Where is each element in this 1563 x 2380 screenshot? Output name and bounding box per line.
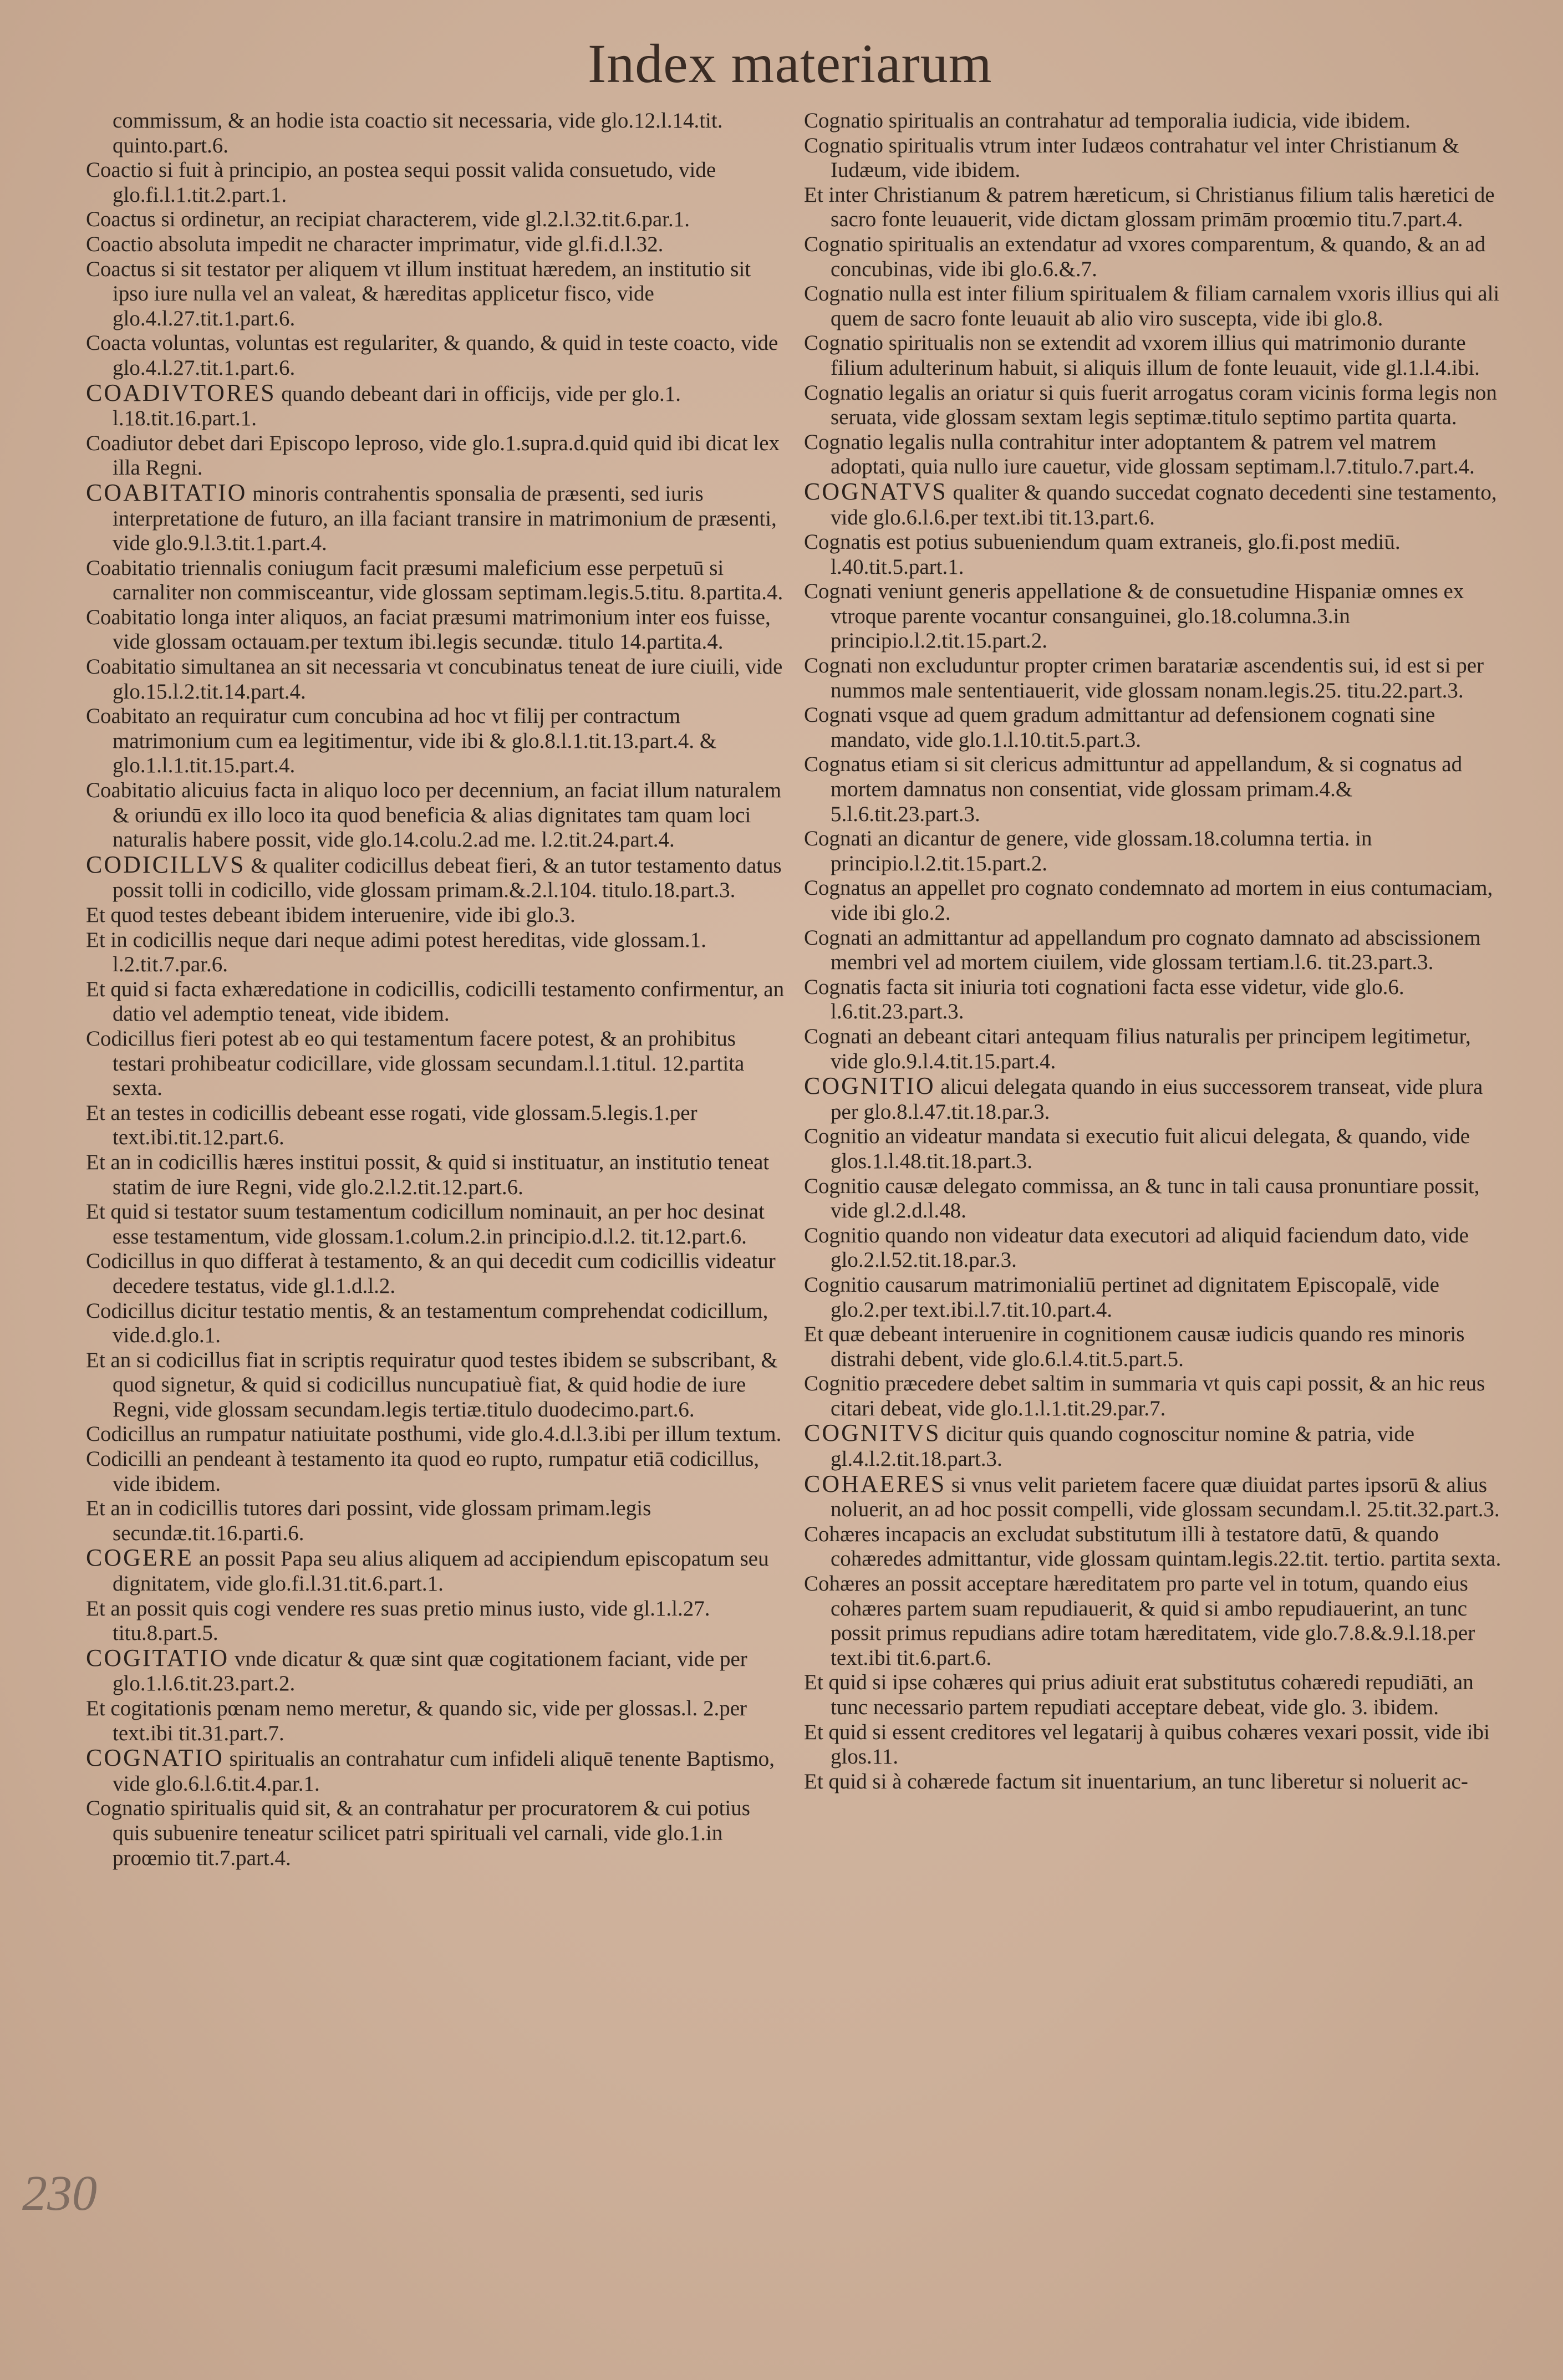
entry-text: Et quid si ipse cohæres qui prius adiuit erat substitutus cohæredi repudiāti, an tunc necessario partem repudiati acceptare debeat, vide glo. 3. ibidem. <box>804 1670 1474 1719</box>
index-entry <box>804 1322 1505 1372</box>
entry-text: Cognatis facta sit iniuria toti cognationi facta esse videtur, vide glo.6. l.6.tit.23.part.3. <box>804 975 1404 1024</box>
index-entry <box>804 1273 1505 1322</box>
index-entry <box>86 1101 785 1150</box>
index-entry <box>804 331 1505 380</box>
entry-headword: CODICILLVS <box>86 850 246 878</box>
entry-text: Cognitio causarum matrimonialiū pertinet ad dignitatem Episcopalē, vide glo.2.per text.ibi.l.7.tit.10.part.4. <box>804 1272 1439 1322</box>
index-entry <box>804 1720 1505 1770</box>
index-entry <box>804 1074 1505 1124</box>
index-entry <box>804 876 1505 925</box>
entry-text: Coactio absoluta impedit ne character imprimatur, vide gl.fi.d.l.32. <box>86 232 664 256</box>
entry-text: Cognati non excluduntur propter crimen baratariæ ascendentis sui, id est si per nummos male sententiauerit, vide glossam nonam.legis.25. titu.22.part.3. <box>804 654 1484 702</box>
index-entry <box>804 1124 1505 1174</box>
right-column <box>804 109 1505 1794</box>
index-entry <box>804 183 1505 232</box>
entry-text: Coabitatio triennalis coniugum facit præsumi maleficium esse perpetuū si carnaliter non commisceantur, vide glossam septimam.legis.5.titu. 8.partita.4. <box>86 555 783 605</box>
index-entry <box>804 430 1505 480</box>
index-entry <box>86 431 785 481</box>
entry-text: Et cogitationis pœnam nemo meretur, & quando sic, vide per glossas.l. 2.per text.ibi tit.31.part.7. <box>86 1696 747 1745</box>
index-entry <box>804 134 1505 183</box>
entry-text: Coactio si fuit à principio, an postea sequi possit valida consuetudo, vide glo.fi.l.1.tit.2.part.1. <box>86 158 716 207</box>
entry-text: Cognatio spiritualis an contrahatur ad temporalia iudicia, vide ibidem. <box>804 109 1411 132</box>
entry-text: Et quid si testator suum testamentum codicillum nominauit, an per hoc desinat esse testamentum, vide glossam.1.colum.2.in principio.d.l.2. tit.12.part.6. <box>86 1200 765 1248</box>
index-entry <box>804 1174 1505 1224</box>
entry-text: Cognatio spiritualis an extendatur ad vxores comparentum, & quando, & an ad concubinas, vide ibi glo.6.&.7. <box>804 232 1486 281</box>
entry-headword: COHAERES <box>804 1470 946 1497</box>
entry-text: Coadiutor debet dari Episcopo leproso, vide glo.1.supra.d.quid quid ibi dicat lex illa Regni. <box>86 431 780 480</box>
index-entry <box>804 109 1505 134</box>
entry-text: Cognatio spiritualis non se extendit ad vxorem illius qui matrimonio durante filium adulterinum habuit, si aliquis illum de fonte leuauit, vide gl.1.l.4.ibi. <box>804 331 1480 380</box>
index-entry <box>86 1200 785 1249</box>
index-entry <box>804 1472 1505 1522</box>
entry-text: alicui delegata quando in eius successorem transeat, vide plura per glo.8.l.47.tit.18.par.3. <box>831 1075 1483 1124</box>
entry-text: Codicillus dicitur testatio mentis, & an testamentum comprehendat codicillum, vide.d.glo.1. <box>86 1298 768 1348</box>
index-entry <box>86 331 785 380</box>
entry-headword: COABITATIO <box>86 478 247 506</box>
index-entry <box>86 109 785 158</box>
index-entry <box>804 1670 1505 1720</box>
entry-text: Cognati veniunt generis appellatione & de consuetudine Hispaniæ omnes ex vtroque parente vocantur consanguinei, glo.18.columna.3.in principio.l.2.tit.15.part.2. <box>804 579 1464 653</box>
entry-text: spiritualis an contrahatur cum infideli aliquē tenente Baptismo, vide glo.6.l.6.tit.4.par.1. <box>113 1747 775 1796</box>
index-entry <box>804 579 1505 654</box>
index-entry <box>86 478 785 556</box>
entry-text: Coabitatio simultanea an sit necessaria vt concubinatus teneat de iure ciuili, vide glo.15.l.2.tit.14.part.4. <box>86 655 783 704</box>
index-entry <box>804 1572 1505 1670</box>
entry-text: Et an in codicillis tutores dari possint, vide glossam primam.legis secundæ.tit.16.parti.6. <box>86 1496 651 1545</box>
entry-text: Cognatus etiam si sit clericus admittuntur ad appellandum, & si cognatus ad mortem damnatus non consentiat, vide glossam primam.4.& 5.l.6.tit.23.part.3. <box>804 752 1463 826</box>
index-entry <box>86 903 785 928</box>
entry-text: Coactus si ordinetur, an recipiat characterem, vide gl.2.l.32.tit.6.par.1. <box>86 207 690 232</box>
entry-text: Et an testes in codicillis debeant esse rogati, vide glossam.5.legis.1.per text.ibi.tit.12.part.6. <box>86 1100 698 1150</box>
entry-text: Cognati an debeant citari antequam filius naturalis per principem legitimetur, vide glo.9.l.4.tit.15.part.4. <box>804 1024 1471 1073</box>
index-entry <box>86 1422 785 1447</box>
index-entry <box>86 1496 785 1546</box>
entry-text: Et quæ debeant interuenire in cognitionem causæ iudicis quando res minoris distrahi debent, vide glo.6.l.4.tit.5.part.5. <box>804 1322 1465 1371</box>
entry-headword: COGITATIO <box>86 1644 230 1671</box>
entry-text: qualiter & quando succedat cognato decedenti sine testamento, vide glo.6.l.6.per text.ibi tit.13.part.6. <box>831 480 1497 529</box>
entry-text: Et quid si à cohærede factum sit inuentarium, an tunc liberetur si noluerit ac- <box>804 1769 1468 1793</box>
index-entry <box>804 530 1505 579</box>
running-head: Index materiarum <box>588 33 992 94</box>
index-entry <box>86 1796 785 1871</box>
entry-text: quando debeant dari in officijs, vide per glo.1. l.18.tit.16.part.1. <box>113 381 681 431</box>
entry-headword: COGERE <box>86 1544 194 1572</box>
index-entry <box>86 232 785 257</box>
index-entry <box>86 704 785 778</box>
entry-text: Cohæres incapacis an excludat substitutum illi à testatore datū, & quando cohæredes admittantur, vide glossam quintam.legis.22.tit. tertio. partita sexta. <box>804 1522 1501 1571</box>
index-entry <box>86 605 785 655</box>
entry-text: Codicilli an pendeant à testamento ita quod eo rupto, rumpatur etiā codicillus, vide ibidem. <box>86 1447 760 1496</box>
entry-text: Codicillus in quo differat à testamento, & an qui decedit cum codicillis videatur decedere testatus, vide gl.1.d.l.2. <box>86 1249 776 1298</box>
entry-text: Cognati vsque ad quem gradum admittantur ad defensionem cognati sine mandato, vide glo.1.l.10.tit.5.part.3. <box>804 703 1435 752</box>
entry-text: Cohæres an possit acceptare hæreditatem pro parte vel in totum, quando eius cohæres partem suam repudiauerit, & quid si ambo repudiauerint, an tunc possit primus repudians adire totam hæreditatem, vide glo.7.8.&.9.l.18.per text.ibi tit.6.part.6. <box>804 1572 1475 1670</box>
index-entry <box>804 381 1505 430</box>
index-entry <box>86 1696 785 1746</box>
entry-text: commissum, & an hodie ista coactio sit necessaria, vide glo.12.l.14.tit. quinto.part.6. <box>113 109 723 157</box>
entry-text: Cognitio causæ delegato commissa, an & tunc in tali causa pronuntiare possit, vide gl.2.d.l.48. <box>804 1174 1480 1223</box>
entry-text: Cognatio legalis nulla contrahitur inter adoptantem & patrem vel matrem adoptati, quia nullo iure cauetur, vide glossam septimam.l.7.titulo.7.part.4. <box>804 430 1475 479</box>
index-entry <box>804 827 1505 876</box>
entry-headword: COADIVTORES <box>86 379 276 406</box>
index-entry <box>86 655 785 704</box>
entry-text: minoris contrahentis sponsalia de præsenti, sed iuris interpretatione de futuro, an illa faciant transire in matrimonium de præsenti, vide glo.9.l.3.tit.1.part.4. <box>113 481 777 555</box>
entry-text: Coabitatio alicuius facta in aliquo loco per decennium, an faciat illum naturalem & oriundū ex illo loco ita quod beneficia & alias dignitates tam quam loci naturalis habere possit, vide glo.14.colu.2.ad me. l.2.tit.24.part.4. <box>86 778 782 852</box>
index-entry <box>86 1299 785 1348</box>
index-entry <box>86 381 785 431</box>
entry-text: Cognitio præcedere debet saltim in summaria vt quis capi possit, & an hic reus citari debeat, vide glo.1.l.1.tit.29.par.7. <box>804 1372 1485 1420</box>
entry-text: Codicillus fieri potest ab eo qui testamentum facere potest, & an prohibitus testari prohibeatur codicillare, vide glossam secundam.l.1.titul. 12.partita sexta. <box>86 1026 745 1100</box>
index-entry <box>86 257 785 332</box>
index-entry <box>86 977 785 1027</box>
entry-text: Coabitato an requiratur cum concubina ad hoc vt filij per contractum matrimonium cum ea legitimentur, vide ibi & glo.8.l.1.tit.13.part.4. & glo.1.l.1.tit.15.part.4. <box>86 704 717 778</box>
index-entry <box>86 928 785 977</box>
index-entry <box>804 1224 1505 1273</box>
index-entry <box>86 1150 785 1200</box>
entry-headword: COGNATVS <box>804 477 948 505</box>
entry-text: Et quid si essent creditores vel legatarij à quibus cohæres vexari possit, vide ibi glos.11. <box>804 1720 1490 1769</box>
left-column <box>86 109 785 1871</box>
index-entry <box>86 1447 785 1496</box>
entry-text: Et inter Christianum & patrem hæreticum, si Christianus filium talis hæretici de sacro fonte leuauerit, vide dictam glossam primām proœmio titu.7.part.4. <box>804 182 1495 232</box>
index-entry <box>86 1646 785 1696</box>
index-entry <box>86 1746 785 1796</box>
entry-text: Coabitatio longa inter aliquos, an faciat præsumi matrimonium inter eos fuisse, vide glossam octauam.per textum ibi.legis secundæ. titulo 14.partita.4. <box>86 605 771 654</box>
entry-text: Cognati an dicantur de genere, vide glossam.18.columna tertia. in principio.l.2.tit.15.part.2. <box>804 827 1372 875</box>
index-entry <box>86 158 785 207</box>
entry-text: Cognatio legalis an oriatur si quis fuerit arrogatus coram vicinis forma legis non seruata, vide glossam sextam legis septimæ.titulo septimo partita quarta. <box>804 380 1497 430</box>
entry-text: Et an possit quis cogi vendere res suas pretio minus iusto, vide gl.1.l.27. titu.8.part.5. <box>86 1596 710 1645</box>
entry-text: Coactus si sit testator per aliquem vt illum instituat hæredem, an institutio sit ipso iure nulla vel an valeat, & hæreditas applicetur fisco, vide glo.4.l.27.tit.1.part.6. <box>86 257 751 330</box>
entry-text: Et quid si facta exhæredatione in codicillis, codicilli testamento confirmentur, an datio vel ademptio teneat, vide ibidem. <box>86 977 785 1026</box>
entry-text: vnde dicatur & quæ sint quæ cogitationem faciant, vide per glo.1.l.6.tit.23.part.2. <box>113 1647 747 1696</box>
index-entry <box>804 703 1505 752</box>
index-entry <box>86 778 785 853</box>
entry-text: dicitur quis quando cognoscitur nomine & patria, vide gl.4.l.2.tit.18.part.3. <box>831 1422 1415 1471</box>
entry-text: Et an si codicillus fiat in scriptis requiratur quod testes ibidem se subscribant, & quod signetur, & quid si codicillus nuncupatiuè fiat, & quid hodie de iure Regni, vide glossam secundam.legis tertiæ.titulo duodecimo.part.6. <box>86 1348 778 1421</box>
entry-headword: COGNATIO <box>86 1744 224 1772</box>
index-entry <box>804 975 1505 1025</box>
index-entry <box>804 232 1505 282</box>
entry-text: & qualiter codicillus debeat fieri, & an tutor testamento datus possit tolli in codicillo, vide glossam primam.&.2.l.104. titulo.18.part.3. <box>113 853 782 903</box>
entry-headword: COGNITIO <box>804 1072 935 1100</box>
entry-text: Et an in codicillis hæres institui possit, & quid si instituatur, an institutio teneat statim de iure Regni, vide glo.2.l.2.tit.12.part.6. <box>86 1150 770 1199</box>
entry-text: an possit Papa seu alius aliquem ad accipiendum episcopatum seu dignitatem, vide glo.fi.l.31.tit.6.part.1. <box>113 1547 769 1596</box>
index-entry <box>804 926 1505 975</box>
index-entry <box>86 1597 785 1646</box>
folio-note: 230 <box>22 2166 97 2221</box>
entry-text: Cognati an admittantur ad appellandum pro cognato damnato ad abscissionem membri vel ad mortem ciuilem, vide glossam tertiam.l.6. tit.23.part.3. <box>804 925 1481 975</box>
index-entry <box>804 752 1505 827</box>
entry-text: Cognatio spiritualis quid sit, & an contrahatur per procuratorem & cui potius quis subuenire teneatur scilicet patri spirituali vel carnali, vide glo.1.in proœmio tit.7.part.4. <box>86 1796 750 1870</box>
index-entry <box>804 1421 1505 1471</box>
index-entry <box>86 556 785 605</box>
entry-text: Cognatus an appellet pro cognato condemnato ad mortem in eius contumaciam, vide ibi glo.2. <box>804 876 1493 925</box>
index-entry <box>804 282 1505 331</box>
index-entry <box>804 1522 1505 1572</box>
index-entry <box>86 1348 785 1423</box>
entry-text: Cognatio spiritualis vtrum inter Iudæos contrahatur vel inter Christianum & Iudæum, vide ibidem. <box>804 133 1459 182</box>
index-entry <box>804 654 1505 703</box>
entry-text: si vnus velit parietem facere quæ diuidat partes ipsorū & alius noluerit, an ad hoc possit compelli, vide glossam secundam.l. 25.tit.32.part.3. <box>831 1472 1500 1522</box>
index-entry <box>86 850 785 903</box>
index-entry <box>804 1025 1505 1074</box>
index-entry <box>86 207 785 232</box>
entry-text: Cognatio nulla est inter filium spiritualem & filiam carnalem vxoris illius qui ali quem de sacro fonte leuauit ab alio viro suscepta, vide ibi glo.8. <box>804 282 1500 330</box>
index-entry <box>804 1770 1505 1795</box>
index-entry <box>86 1027 785 1101</box>
entry-text: Cognatis est potius subueniendum quam extraneis, glo.fi.post mediū. l.40.tit.5.part.1. <box>804 530 1401 579</box>
index-entry <box>804 1372 1505 1421</box>
entry-text: Coacta voluntas, voluntas est regulariter, & quando, & quid in teste coacto, vide glo.4.l.27.tit.1.part.6. <box>86 331 778 380</box>
entry-headword: COGNITVS <box>804 1419 941 1447</box>
entry-text: Codicillus an rumpatur natiuitate posthumi, vide glo.4.d.l.3.ibi per illum textum. <box>86 1422 782 1446</box>
entry-text: Et in codicillis neque dari neque adimi potest hereditas, vide glossam.1. l.2.tit.7.par.6. <box>86 927 706 977</box>
index-entry <box>804 477 1505 530</box>
entry-text: Cognitio an videatur mandata si executio fuit alicui delegata, & quando, vide glos.1.l.48.tit.18.part.3. <box>804 1124 1470 1173</box>
index-entry <box>86 1546 785 1596</box>
entry-text: Cognitio quando non videatur data executori ad aliquid faciendum dato, vide glo.2.l.52.tit.18.par.3. <box>804 1223 1469 1272</box>
index-entry <box>86 1249 785 1298</box>
entry-text: Et quod testes debeant ibidem interuenire, vide ibi glo.3. <box>86 903 576 927</box>
